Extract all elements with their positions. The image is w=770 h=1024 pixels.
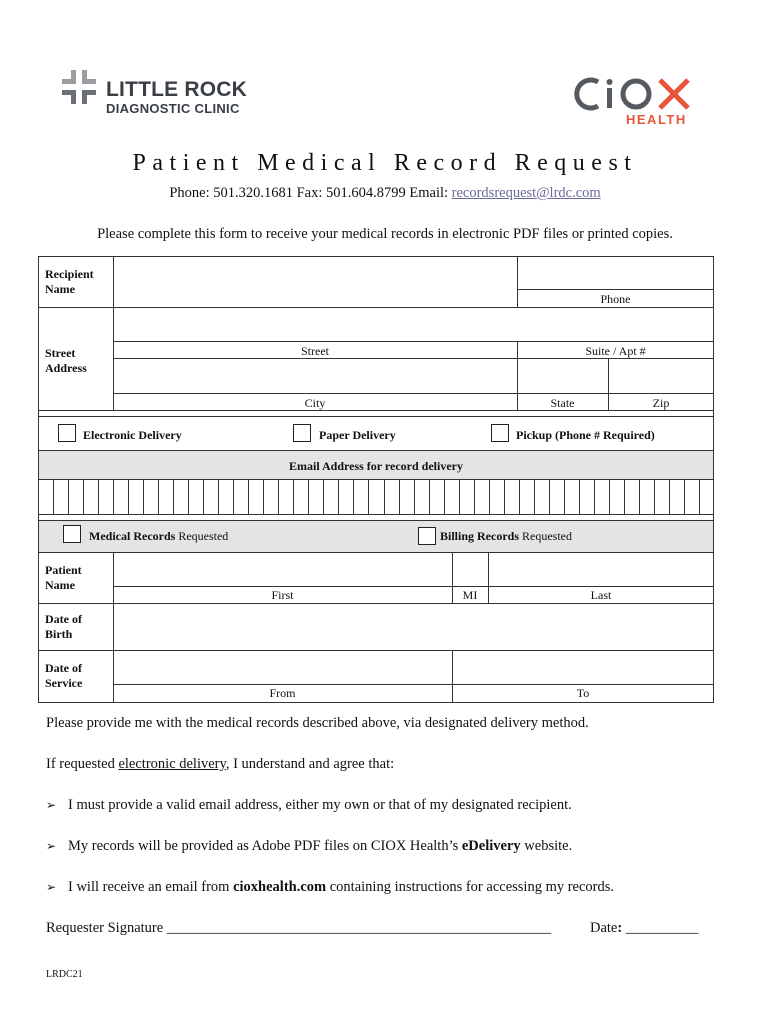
recipient-phone-field[interactable] [518, 257, 713, 289]
suite-caption: Suite / Apt # [585, 344, 646, 358]
bullet-item [46, 879, 614, 896]
bullet-item [46, 838, 572, 855]
para2-suffix: , I understand and agree that: [225, 756, 395, 772]
email-char-divider [429, 479, 430, 514]
email-char-divider [684, 479, 685, 514]
email-char-divider [489, 479, 490, 514]
pickup-checkbox[interactable] [491, 424, 509, 442]
from-caption: From [269, 686, 296, 700]
bullet3-suffix: containing instructions for accessing my records. [326, 879, 615, 895]
form-code: LRDC21 [46, 969, 83, 980]
email-char-divider [173, 479, 174, 514]
email-char-divider [624, 479, 625, 514]
email-char-divider [293, 479, 294, 514]
bullet2-prefix: My records will be provided as Adobe PDF files on CIOX Health’s [68, 838, 462, 854]
page-title: Patient Medical Record Request [132, 150, 638, 176]
email-char-divider [639, 479, 640, 514]
partner-sub: HEALTH [626, 112, 687, 127]
date-colon: : [617, 920, 623, 936]
email-char-divider [203, 479, 204, 514]
para2-prefix: If requested [46, 756, 119, 772]
mi-field[interactable] [453, 553, 488, 586]
partner-logo [574, 74, 704, 130]
dob-field[interactable] [114, 604, 713, 650]
arrow-bullet-icon: ➢ [46, 798, 57, 812]
electronic-delivery-term: electronic delivery [118, 756, 226, 772]
bullet1-text: I must provide a valid email address, either my own or that of my designated recipient. [68, 797, 572, 813]
bullet3-prefix: I will receive an email from [68, 879, 234, 895]
email-char-divider [158, 479, 159, 514]
email-char-divider [474, 479, 475, 514]
email-link[interactable]: recordsrequest@lrdc.com [451, 185, 601, 201]
email-char-divider [444, 479, 445, 514]
email-char-divider [579, 479, 580, 514]
contact-info: Phone: 501.320.1681 Fax: 501.604.8799 Email: [169, 185, 452, 201]
email-char-divider [143, 479, 144, 514]
state-caption: State [550, 396, 575, 410]
patient-label-1: Patient [45, 563, 82, 577]
email-char-divider [68, 479, 69, 514]
billing-records-bold: Billing Records [440, 529, 520, 543]
email-char-divider [414, 479, 415, 514]
email-char-divider [504, 479, 505, 514]
dob-label-2: Birth [45, 627, 73, 641]
pickup-label: Pickup (Phone # Required) [516, 428, 655, 442]
electronic-delivery-checkbox[interactable] [58, 424, 76, 442]
contact-line [0, 185, 770, 202]
recipient-name-field[interactable] [114, 257, 517, 307]
patient-label-2: Name [45, 578, 75, 592]
email-char-divider [233, 479, 234, 514]
billing-records-checkbox[interactable] [418, 527, 436, 545]
recipient-label-2: Name [45, 282, 75, 296]
email-char-divider [278, 479, 279, 514]
email-char-divider [353, 479, 354, 514]
email-char-divider [519, 479, 520, 514]
last-caption: Last [590, 588, 612, 602]
email-char-divider [323, 479, 324, 514]
last-name-field[interactable] [489, 553, 713, 586]
zip-field[interactable] [609, 359, 713, 393]
email-char-divider [113, 479, 114, 514]
email-char-divider [83, 479, 84, 514]
billing-records-label [440, 529, 572, 544]
dos-to-field[interactable] [453, 651, 713, 684]
bullet2-suffix: website. [520, 838, 573, 854]
clinic-name-line2: DIAGNOSTIC CLINIC [106, 101, 240, 116]
date-label: Date [590, 920, 618, 936]
clinic-logo [62, 70, 282, 118]
city-field[interactable] [114, 359, 517, 393]
email-char-divider [399, 479, 400, 514]
email-char-divider [248, 479, 249, 514]
dos-label-1: Date of [45, 661, 82, 675]
medical-records-bold: Medical Records [89, 529, 176, 543]
electronic-delivery-label: Electronic Delivery [83, 428, 182, 442]
bullet2-bold: eDelivery [461, 838, 521, 854]
to-caption: To [576, 686, 590, 700]
arrow-bullet-icon: ➢ [46, 880, 57, 894]
email-char-divider [308, 479, 309, 514]
dos-label-2: Service [45, 676, 83, 690]
email-char-divider [218, 479, 219, 514]
dos-from-field[interactable] [114, 651, 452, 684]
first-caption: First [271, 588, 294, 602]
ciox-wordmark [574, 74, 702, 114]
billing-records-rest: Requested [519, 529, 573, 543]
medical-records-rest: Requested [175, 529, 229, 543]
phone-caption: Phone [600, 292, 631, 306]
signature-field[interactable]: _____________________________________________________ [166, 920, 552, 936]
email-char-divider [669, 479, 670, 514]
zip-caption: Zip [652, 396, 670, 410]
email-char-divider [98, 479, 99, 514]
street-field[interactable] [114, 308, 713, 341]
mi-caption: MI [462, 588, 478, 602]
email-char-divider [699, 479, 700, 514]
email-char-divider [459, 479, 460, 514]
date-line [590, 920, 698, 937]
city-caption: City [304, 396, 326, 410]
email-char-divider [594, 479, 595, 514]
email-char-divider [534, 479, 535, 514]
address-label-2: Address [45, 361, 87, 375]
request-form [38, 256, 714, 703]
first-name-field[interactable] [114, 553, 452, 586]
street-caption: Street [301, 344, 329, 358]
dob-label-1: Date of [45, 612, 82, 626]
arrow-bullet-icon: ➢ [46, 839, 57, 853]
date-field[interactable]: __________ [622, 920, 699, 936]
paper-delivery-checkbox[interactable] [293, 424, 311, 442]
clinic-name-line1: LITTLE ROCK [106, 78, 248, 101]
bullet3-bold: cioxhealth.com [233, 879, 327, 895]
address-label-1: Street [45, 346, 76, 360]
email-char-divider [549, 479, 550, 514]
electronic-consent-intro [46, 756, 394, 773]
recipient-label-1: Recipient [45, 267, 94, 281]
email-char-divider [263, 479, 264, 514]
email-char-divider [188, 479, 189, 514]
email-heading: Email Address for record delivery [289, 459, 463, 473]
medical-records-checkbox[interactable] [63, 525, 81, 543]
email-char-divider [53, 479, 54, 514]
email-char-divider [338, 479, 339, 514]
medical-records-label [89, 529, 228, 544]
email-address-boxes[interactable] [38, 479, 714, 514]
intro-text: Please complete this form to receive your medical records in electronic PDF files or printed copies. [97, 226, 673, 242]
signature-label: Requester Signature [46, 920, 167, 936]
paper-delivery-label: Paper Delivery [319, 428, 396, 442]
email-char-divider [564, 479, 565, 514]
state-field[interactable] [518, 359, 608, 393]
email-char-divider [368, 479, 369, 514]
bullet-item [46, 797, 572, 814]
email-char-divider [384, 479, 385, 514]
email-char-divider [128, 479, 129, 514]
clinic-cross-icon [62, 70, 96, 104]
email-char-divider [654, 479, 655, 514]
consent-paragraph: Please provide me with the medical records described above, via designated delivery method. [46, 715, 589, 731]
email-char-divider [609, 479, 610, 514]
signature-line [46, 920, 551, 937]
